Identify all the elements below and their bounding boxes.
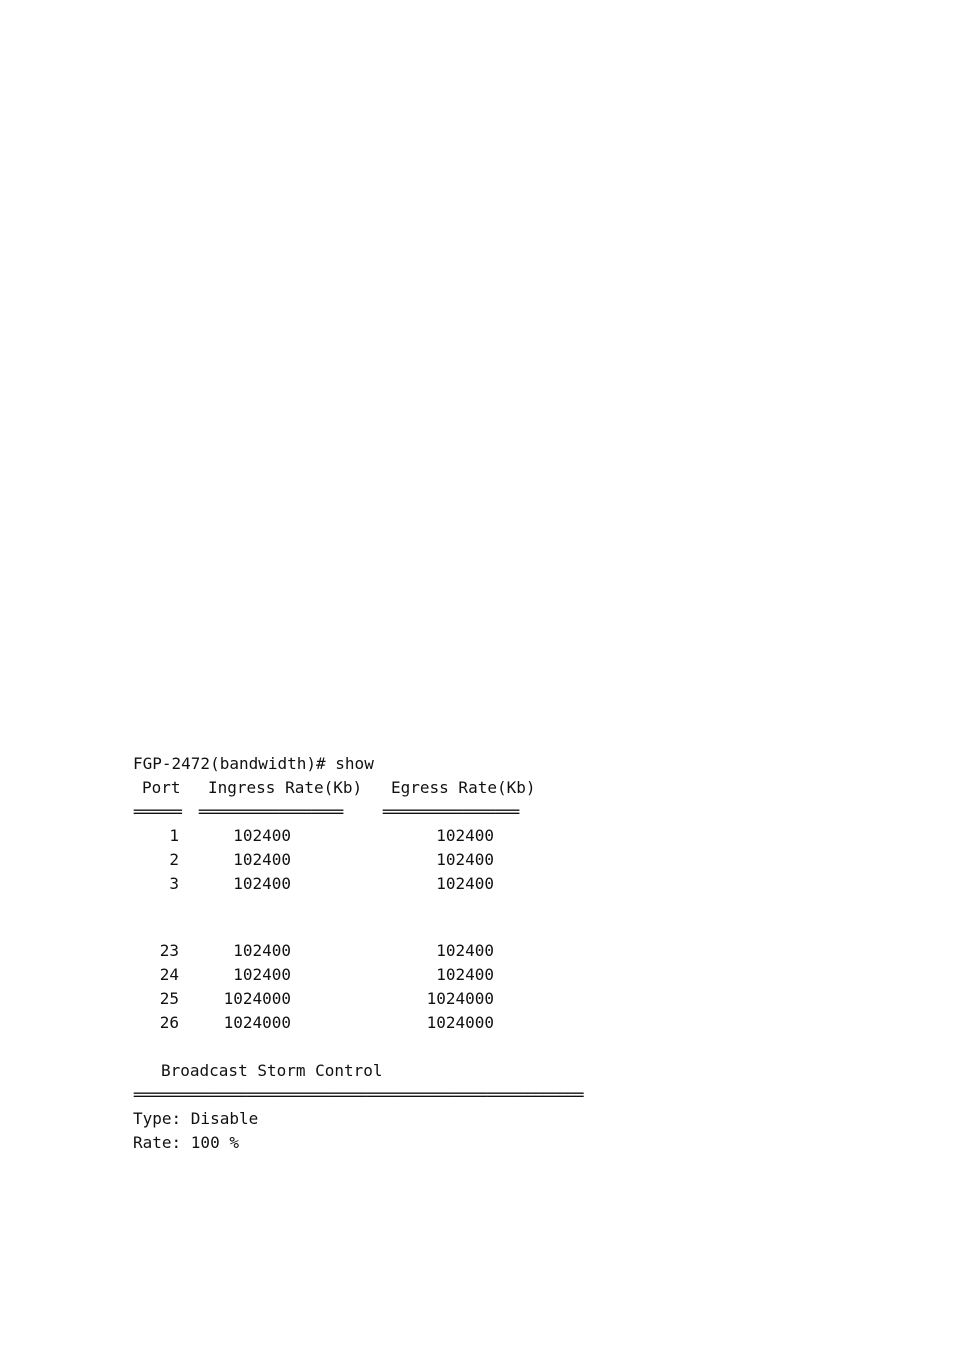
ingress-rate: 102400 [233,941,291,960]
table-row [133,824,673,848]
storm-control-title: Broadcast Storm Control [161,1061,383,1080]
cli-output [133,752,673,1155]
spacer [133,1035,673,1059]
port-number: 24 [159,965,179,984]
table-row [133,848,673,872]
port-number: 3 [169,874,179,893]
port-number: 26 [159,1013,179,1032]
table-row [133,939,673,963]
table-row [133,1011,673,1035]
header-egress-rate: Egress Rate(Kb) [391,778,536,797]
port-number: 1 [169,826,179,845]
egress-rate: 1024000 [426,989,494,1008]
separator-port: ====== [133,802,182,821]
header-ingress-rate: Ingress Rate(Kb) [208,778,363,797]
ingress-rate: 1024000 [223,1013,291,1032]
separator-ingress: ================== [198,802,343,821]
ingress-rate: 102400 [233,874,291,893]
ingress-rate: 102400 [233,965,291,984]
egress-rate: 102400 [436,874,494,893]
separator-egress: ================= [382,802,519,821]
ingress-rate: 102400 [233,826,291,845]
egress-rate: 102400 [436,850,494,869]
storm-rate-line: Rate: 100 % [133,1133,239,1152]
egress-rate: 102400 [436,826,494,845]
storm-control-separator: ======================================================== [133,1085,583,1104]
spacer [133,896,673,915]
table-header-row [133,776,673,800]
port-number: 23 [159,941,179,960]
table-row [133,872,673,896]
port-number: 25 [159,989,179,1008]
table-row [133,987,673,1011]
table-separator-row [133,800,673,824]
egress-rate: 102400 [436,965,494,984]
command-line: FGP-2472(bandwidth)# show [133,754,374,773]
table-row [133,963,673,987]
egress-rate: 102400 [436,941,494,960]
spacer [133,915,673,939]
egress-rate: 1024000 [426,1013,494,1032]
port-number: 2 [169,850,179,869]
storm-type-line: Type: Disable [133,1109,259,1128]
ingress-rate: 1024000 [223,989,291,1008]
ingress-rate: 102400 [233,850,291,869]
header-port: Port [142,778,181,797]
